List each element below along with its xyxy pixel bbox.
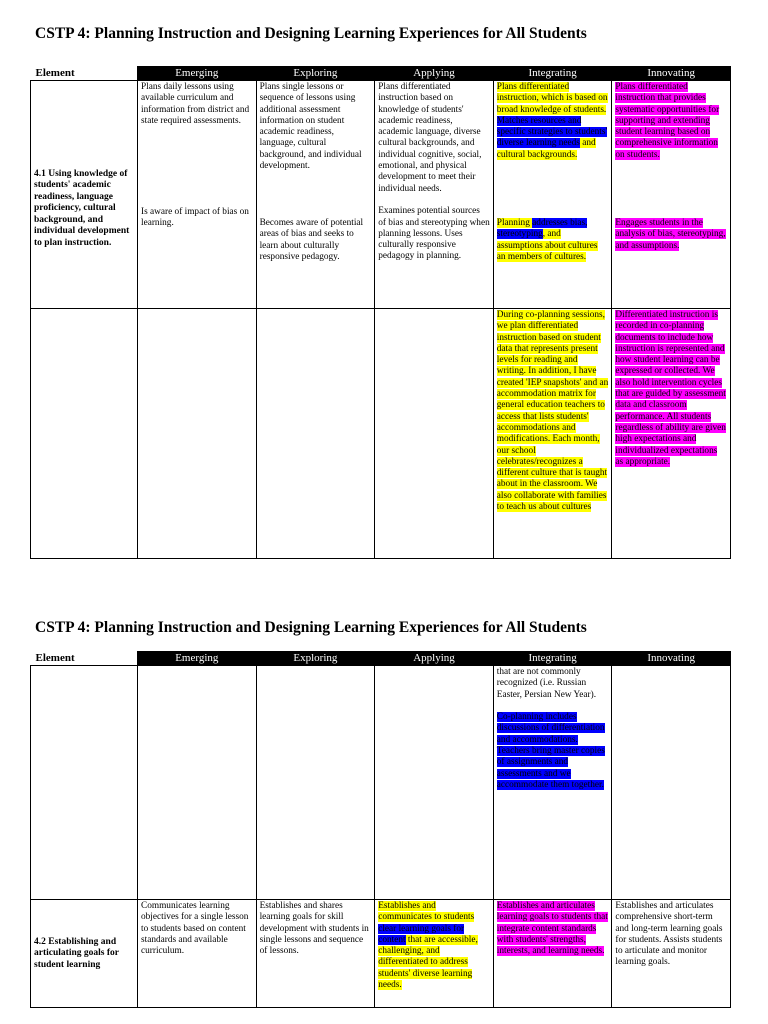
emerging-text: Communicates learning objectives for a single lesson to students based on content standards and available curriculum. [141,901,249,957]
highlighted-text: Planning [496,218,533,228]
highlighted-text: Establishes and articulates learning goals to students that integrate content standards with students' strengths, interests, and learning needs. [496,901,608,957]
innovating-cell [612,81,731,309]
rubric-table [30,651,731,1008]
exploring-cell [256,900,375,1008]
element-cell [31,666,138,900]
applying-cell [375,900,494,1008]
table-row [31,900,731,1008]
header-applying: Applying [375,652,494,666]
emerging-cell [138,81,257,309]
exploring-text: Establishes and shares learning goals for skill development with students in single lessons and sequence of lessons. [259,901,369,957]
header-emerging: Emerging [138,67,257,81]
page-title: CSTP 4: Planning Instruction and Designing Learning Experiences for All Students [35,25,587,42]
exploring-text: Becomes aware of potential areas of bias and seeks to learn about culturally responsive pedagogy. [259,218,364,262]
evidence-text: Differentiated instruction is recorded in co-planning documents to include how instruction is represented and how student learning can be expressed or collected. We also hold intervention cycles that are guided by assessment data and classroom performance. All students regardless of ability are given high expectations and individualized expectations as appropriate. [615,310,726,467]
table-row [31,309,731,559]
table-row [31,666,731,900]
element-cell [31,81,138,309]
header-exploring: Exploring [256,652,375,666]
highlighted-text: that are accessible, challenging, and differentiated to address students' diverse learning needs. [378,934,478,991]
highlighted-text: Co-planning includes discussions of differentiation and accommodations. Teachers bring master copies of assignments and assessments and we accommodate them together. [496,712,605,790]
header-element: Element [31,67,138,81]
header-integrating: Integrating [493,67,612,81]
highlighted-text: clear learning goals for content [378,923,465,945]
exploring-cell [256,81,375,309]
page-title: CSTP 4: Planning Instruction and Designing Learning Experiences for All Students [35,619,587,636]
exploring-cell [256,309,375,559]
highlighted-text: Plans differentiated instruction, which is based on broad knowledge of students. [496,82,608,115]
innovating-cell [612,666,731,900]
header-row [31,67,731,81]
emerging-cell [138,309,257,559]
exploring-text: Plans single lessons or sequence of lessons using additional assessment information on student academic readiness, language, cultural background, and individual development. [259,82,362,172]
applying-cell [375,309,494,559]
emerging-text: Is aware of impact of bias on learning. [141,207,249,229]
highlighted-text: Plans differentiated instruction that provides systematic opportunities for supporting and extending student learning based on comprehensive information on students. [615,82,720,160]
element-label: 4.1 Using knowledge of students' academic readiness, language proficiency, cultural background, and individual development to plan instruction. [34,168,130,248]
integrating-cell [493,900,612,1008]
header-element: Element [31,652,138,666]
header-exploring: Exploring [256,67,375,81]
highlighted-text: Establishes and communicates to students [378,901,475,923]
header-row [31,652,731,666]
innovating-cell [612,900,731,1008]
highlighted-text: Engages students in the analysis of bias, stereotyping, and assumptions. [615,218,726,251]
integrating-cell [493,81,612,309]
emerging-text: Plans daily lessons using available curriculum and information from district and state required assessments. [141,82,250,126]
emerging-cell [138,666,257,900]
element-cell [31,900,138,1008]
applying-text: Examines potential sources of bias and stereotyping when planning lessons. Uses culturally responsive pedagogy in planning. [378,206,490,262]
innovating-text: Establishes and articulates comprehensive short-term and long-term learning goals for students. Assists students to articulate and monitor learning goals. [615,901,723,968]
innovating-cell [612,309,731,559]
applying-cell [375,81,494,309]
evidence-text: During co-planning sessions, we plan differentiated instruction based on student data that represents present levels for reading and writing. In addition, I have created 'IEP snapshots' and an accommodation matrix for general education teachers to access that lists students' accommodations and modifications. Each month, our school celebrates/recognizes a different culture that is taught about in the classroom. We also collaborate with families to teach us about cultures [496,310,609,513]
header-innovating: Innovating [612,652,731,666]
integrating-cell [493,309,612,559]
header-innovating: Innovating [612,67,731,81]
highlighted-text: , and assumptions about cultures an members of cultures. [496,229,598,262]
integrating-cell [493,666,612,900]
highlighted-text: and cultural backgrounds. [496,138,596,160]
header-emerging: Emerging [138,652,257,666]
evidence-text: that are not commonly recognized (i.e. Russian Easter, Persian New Year). [496,667,597,700]
emerging-cell [138,900,257,1008]
element-label: 4.2 Establishing and articulating goals for student learning [34,936,119,970]
element-cell [31,309,138,559]
applying-text: Plans differentiated instruction based on knowledge of students' academic readiness, academic language, diverse cultural backgrounds, and individual cognitive, social, emotional, and physical development to meet their individual needs. [378,82,482,194]
table-row [31,81,731,309]
header-applying: Applying [375,67,494,81]
applying-cell [375,666,494,900]
rubric-table [30,66,731,559]
exploring-cell [256,666,375,900]
highlighted-text: addresses bias, stereotyping [496,218,588,240]
header-integrating: Integrating [493,652,612,666]
highlighted-text: Matches resources and specific strategies to students' diverse learning needs [496,115,608,149]
